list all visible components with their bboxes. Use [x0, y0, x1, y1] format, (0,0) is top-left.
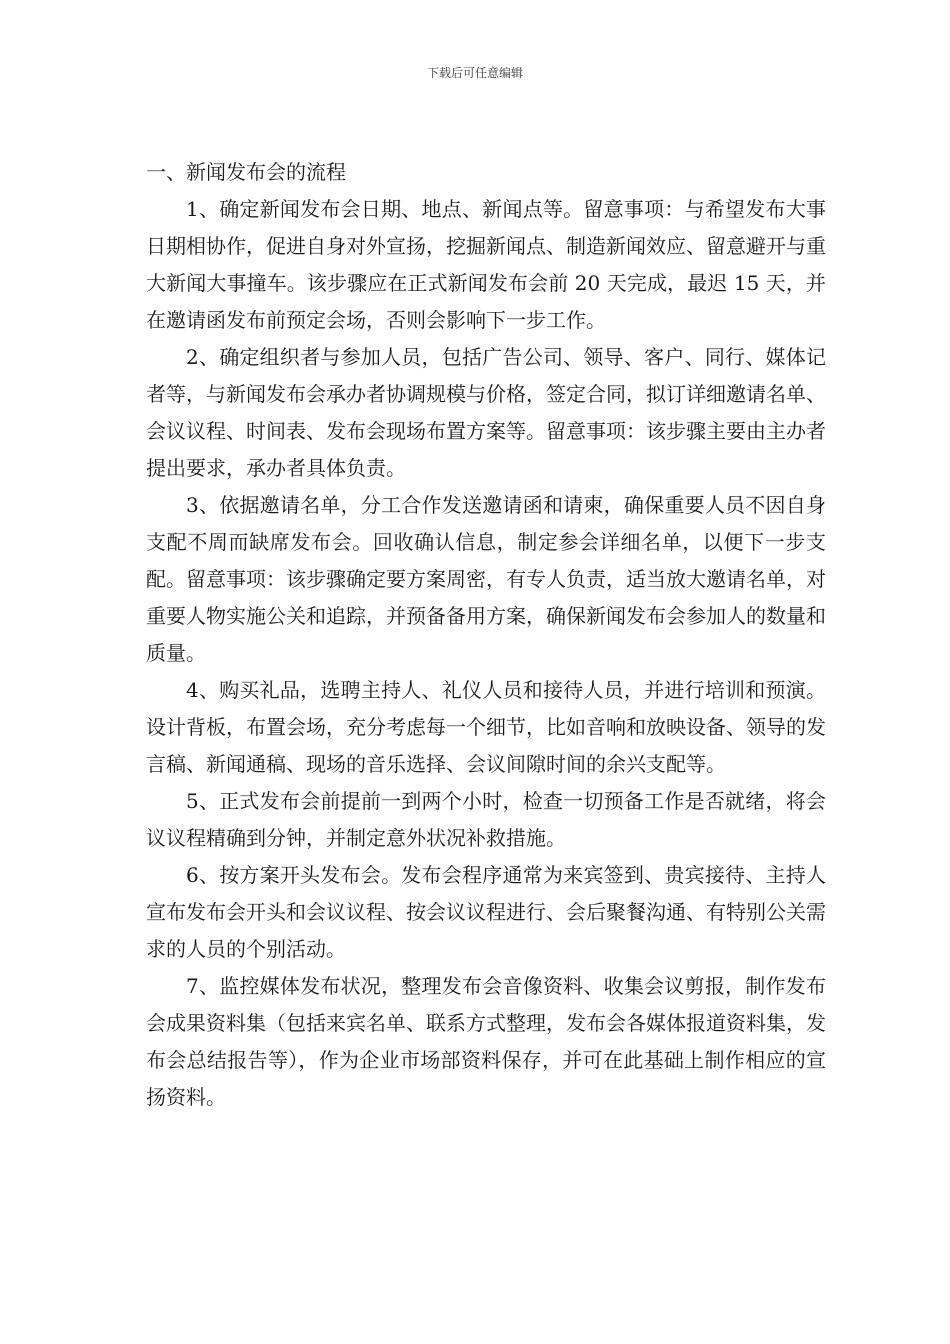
paragraph-step-2: 2、确定组织者与参加人员，包括广告公司、领导、客户、同行、媒体记者等，与新闻发布会承办者协调规模与价格，签定合同，拟订详细邀请名单、会议议程、时间表、发布会现场布置方案等。留意事项：该步骤主要由主办者提出要求，承办者具体负责。: [146, 345, 826, 480]
paragraph-step-6: 6、按方案开头发布会。发布会程序通常为来宾签到、贵宾接待、主持人宣布发布会开头和会议议程、按会议议程进行、会后聚餐沟通、有特别公关需求的人员的个别活动。: [146, 863, 826, 961]
page-header: 下载后可任意编辑: [426, 66, 523, 80]
paragraph-step-7: 7、监控媒体发布状况，整理发布会音像资料、收集会议剪报，制作发布会成果资料集（包括来宾名单、联系方式整理，发布会各媒体报道资料集，发布会总结报告等），作为企业市场部资料保存，并可在此基础上制作相应的宣扬资料。: [146, 974, 826, 1109]
section-heading: 一、新闻发布会的流程: [146, 160, 346, 184]
paragraph-step-5: 5、正式发布会前提前一到两个小时，检查一切预备工作是否就绪，将会议议程精确到分钟，并制定意外状况补救措施。: [146, 789, 826, 850]
document-body: [146, 154, 826, 1116]
paragraph-step-3: 3、依据邀请名单，分工合作发送邀请函和请柬，确保重要人员不因自身支配不周而缺席发布会。回收确认信息，制定参会详细名单，以便下一步支配。留意事项：该步骤确定要方案周密，有专人负责，适当放大邀请名单，对重要人物实施公关和追踪，并预备备用方案，确保新闻发布会参加人的数量和质量。: [146, 493, 826, 665]
paragraph-step-1: 1、确定新闻发布会日期、地点、新闻点等。留意事项：与希望发布大事日期相协作，促进自身对外宣扬，挖掘新闻点、制造新闻效应、留意避开与重大新闻大事撞车。该步骤应在正式新闻发布会前 20 天完成，最迟 15 天，并在邀请函发布前预定会场，否则会影响下一步工作。: [146, 197, 826, 332]
paragraph-step-4: 4、购买礼品，选聘主持人、礼仪人员和接待人员，并进行培训和预演。设计背板，布置会场，充分考虑每一个细节，比如音响和放映设备、领导的发言稿、新闻通稿、现场的音乐选择、会议间隙时间的余兴支配等。: [146, 678, 826, 776]
